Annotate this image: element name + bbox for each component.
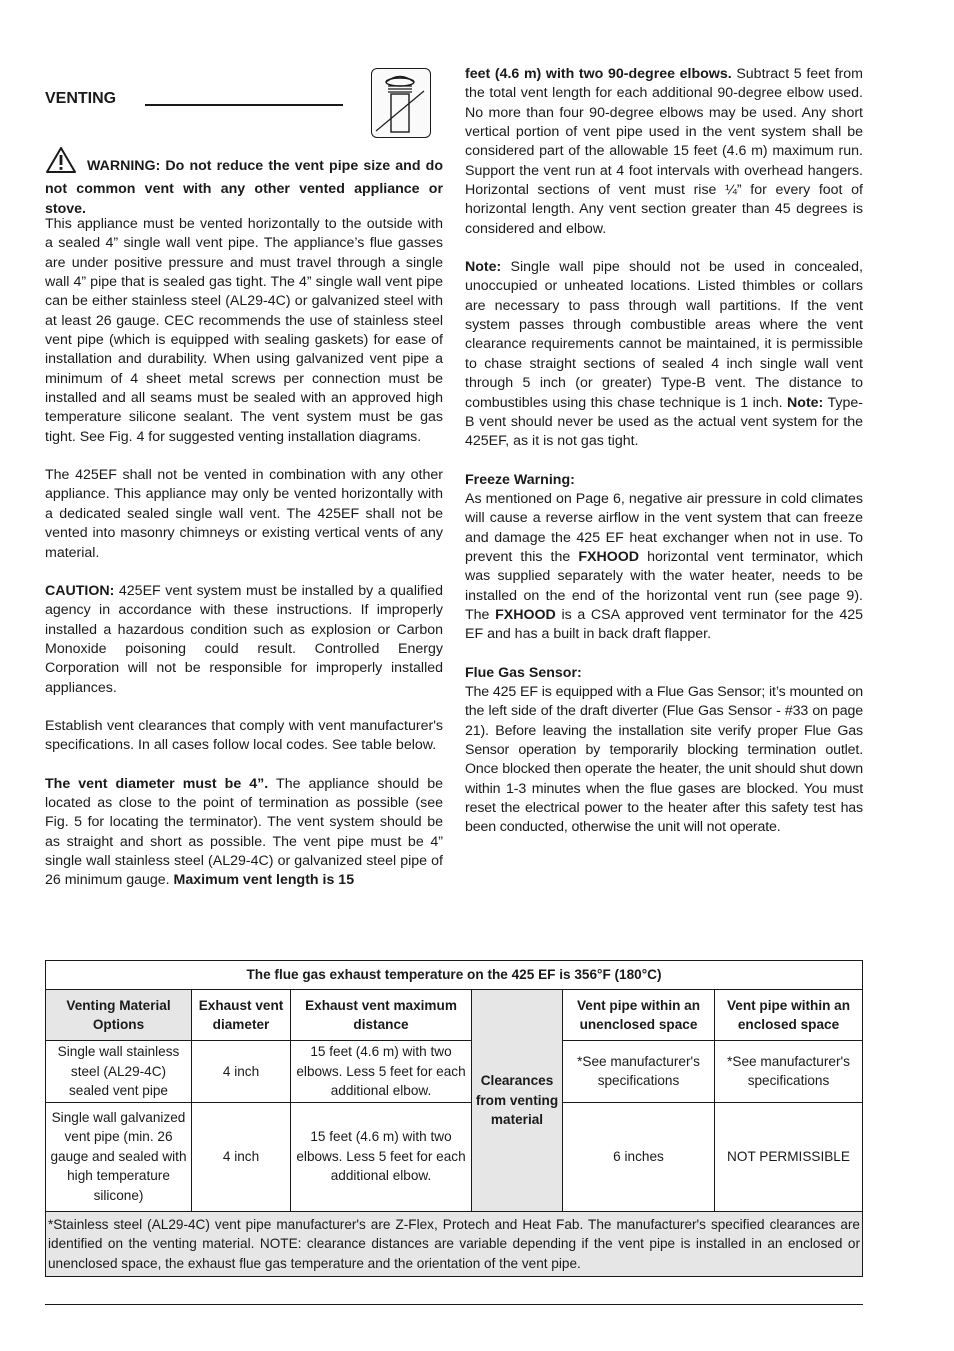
header-exhaust-diameter: Exhaust vent diameter xyxy=(192,990,291,1041)
vent-diameter-text: The appliance should be located as close to the point of termination as possible (see Fig. 5 for locating the terminator). The vent system should be as straight and short as possible. The vent pipe must be 4” single wall stainless steel (AL29-4C) or galvanized steel pipe of 26 minimum gauge. xyxy=(45,775,443,889)
freeze-text-a: As mentioned on Page 6, negative air pressure in cold climates will cause a reverse airflow in the vent system that can freeze and damage the 425 EF heat exchanger when not in use. To prevent this the xyxy=(465,490,863,565)
footer-rule xyxy=(45,1304,863,1305)
warning-text: WARNING: Do not reduce the vent pipe size and do not common vent with any other vented appliance or stove. xyxy=(45,158,443,217)
warning-block xyxy=(45,146,443,219)
note-text-2: Type-B vent should never be used as the actual vent system for the 425EF, as it is not gas tight. xyxy=(465,394,863,450)
cell-enclosed: *See manufacturer's specifications xyxy=(715,1041,863,1103)
note-label: Note: xyxy=(465,259,502,276)
freeze-warning-title xyxy=(465,471,863,490)
max-vent-length-bold: Maximum vent length is 15 xyxy=(173,872,355,889)
max-length-text: Subtract 5 feet from the total vent length for each additional 90-degree elbow used. No more than four 90-degree elbows may be used. Any short vertical portion of vent pipe used in the vent system shall be considered part of the allowable 15 feet (4.6 m) maximum run. Support the vent run at 4 foot intervals with overhead hangers. Horizontal sections of vent must rise ¼” for every foot of horizontal length. Any vent section greater than 45 degrees is considered and elbow. xyxy=(465,66,863,237)
paragraph-max-length xyxy=(465,65,863,239)
cell-diameter: 4 inch xyxy=(192,1102,291,1211)
table-row xyxy=(46,1102,863,1211)
freeze-text-c: horizontal vent terminator, which was supplied separately with the water heater, needs to be installed on the end of the horizontal vent run (see page 9). The xyxy=(465,548,863,623)
header-unenclosed-space: Vent pipe within an unenclosed space xyxy=(563,990,715,1041)
paragraph-clearances: Establish vent clearances that comply with vent manufacturer's specifications. In all cases follow local codes. See table below. xyxy=(45,717,443,754)
cell-enclosed: NOT PERMISSIBLE xyxy=(715,1102,863,1211)
cell-material: Single wall stainless steel (AL29-4C) sealed vent pipe xyxy=(46,1041,192,1103)
caution-label: CAUTION: xyxy=(45,582,115,599)
cell-diameter: 4 inch xyxy=(192,1041,291,1103)
right-column xyxy=(465,65,863,838)
paragraph-freeze-warning xyxy=(465,490,863,645)
table-footnote: *Stainless steel (AL29-4C) vent pipe manufacturer's are Z-Flex, Protech and Heat Fab. The manufacturer's specified clearances are identified on the venting material. NOTE: clearance distances are variable depending if the vent pipe is installed in an enclosed or unenclosed space, the exhaust flue gas temperature and the orientation of the vent pipe. xyxy=(46,1211,863,1277)
flue-gas-sensor-title xyxy=(465,664,863,683)
header-enclosed-space: Vent pipe within an enclosed space xyxy=(715,990,863,1041)
header-venting-material: Venting Material Options xyxy=(46,990,192,1041)
table-note-row xyxy=(46,1211,863,1277)
cell-unenclosed: *See manufacturer's specifications xyxy=(563,1041,715,1103)
paragraph-no-common-vent: The 425EF shall not be vented in combination with any other appliance. This appliance may only be vented horizontally with a dedicated sealed single wall vent. The 425EF shall not be vented into masonry chimneys or existing vertical vents of any material. xyxy=(45,467,443,561)
paragraph-flue-gas-sensor: The 425 EF is equipped with a Flue Gas Sensor; it’s mounted on the left side of the draft diverter (Flue Gas Sensor - #33 on page 21). Before leaving the installation site verify proper Flue Gas Sensor operation by temporarily blocking termination outlet. Once blocked then operate the heater, the unit should shut down within 1-3 minutes when the flue gases are blocked. You must reset the electrical power to the heater after this safety test has been conducted, otherwise the unit will not operate. xyxy=(465,683,863,836)
table-caption-row xyxy=(46,961,863,990)
table-header-row xyxy=(46,990,863,1041)
cell-unenclosed: 6 inches xyxy=(563,1102,715,1211)
freeze-warning-heading: Freeze Warning: xyxy=(465,471,575,488)
vent-diameter-bold: The vent diameter must be 4”. xyxy=(45,775,269,792)
cell-material: Single wall galvanized vent pipe (min. 26 gauge and sealed with high temperature silicone) xyxy=(46,1102,192,1211)
caution-text: 425EF vent system must be installed by a qualified agency in accordance with these instructions. If improperly installed a hazardous condition such as explosion or Carbon Monoxide poisoning could result. Controlled Energy Corporation will not be responsible for improperly installed appliances. xyxy=(45,582,443,696)
header-max-distance: Exhaust vent maximum distance xyxy=(291,990,472,1041)
paragraph-single-wall-note xyxy=(465,258,863,451)
warning-triangle-icon xyxy=(45,146,77,180)
section-title: VENTING xyxy=(45,90,117,107)
fxhood-bold-2: FXHOOD xyxy=(495,606,556,623)
title-rule xyxy=(145,104,343,106)
fxhood-bold-1: FXHOOD xyxy=(578,548,640,565)
table-row xyxy=(46,1041,863,1103)
paragraph-caution xyxy=(45,582,443,698)
note-text: Single wall pipe should not be used in concealed, unoccupied or unheated locations. Listed thimbles or collars are necessary to pass through wall partitions. If the vent system passes through combustible areas where the vent clearance requirements cannot be maintained, it is permissible to chase straight sections of sealed 4 inch single wall vent through 5 inch (or greater) Type-B vent. The distance to combustibles using this chase technique is 1 inch. xyxy=(465,259,863,411)
cell-distance: 15 feet (4.6 m) with two elbows. Less 5 feet for each additional elbow. xyxy=(291,1041,472,1103)
paragraph-vent-intro: This appliance must be vented horizontally to the outside with a sealed 4” single wall vent pipe. The appliance’s flue gasses are under positive pressure and must travel through a single wall 4” pipe that is sealed gas tight. The 4” single wall vent pipe can be either stainless steel (AL29-4C) or galvanized steel with at least 26 gauge. CEC recommends the use of stainless steel vent pipe (which is equipped with sealing gaskets) for ease of installation and durability. When using galvanized vent pipe a minimum of 4 sheet metal screws per connection must be installed and all seams must be sealed with an approved high temperature silicone sealant. The vent system must be gas tight. See Fig. 4 for suggested venting installation diagrams. xyxy=(45,216,443,445)
max-length-bold: feet (4.6 m) with two 90-degree elbows. xyxy=(465,66,732,82)
flue-gas-sensor-heading: Flue Gas Sensor: xyxy=(465,664,582,681)
note-label-2: Note: xyxy=(787,394,824,411)
left-column xyxy=(45,215,443,891)
paragraph-vent-diameter xyxy=(45,775,443,891)
vent-terminator-icon xyxy=(371,68,431,138)
freeze-text-d: is a CSA approved vent terminator for the 425 EF and has a built in back draft flapper. xyxy=(465,606,864,643)
header-clearances: Clearances from venting material xyxy=(472,990,563,1212)
table-caption: The flue gas exhaust temperature on the 425 EF is 356°F (180°C) xyxy=(46,961,863,990)
cell-distance: 15 feet (4.6 m) with two elbows. Less 5 feet for each additional elbow. xyxy=(291,1102,472,1211)
venting-clearance-table xyxy=(45,960,863,1277)
